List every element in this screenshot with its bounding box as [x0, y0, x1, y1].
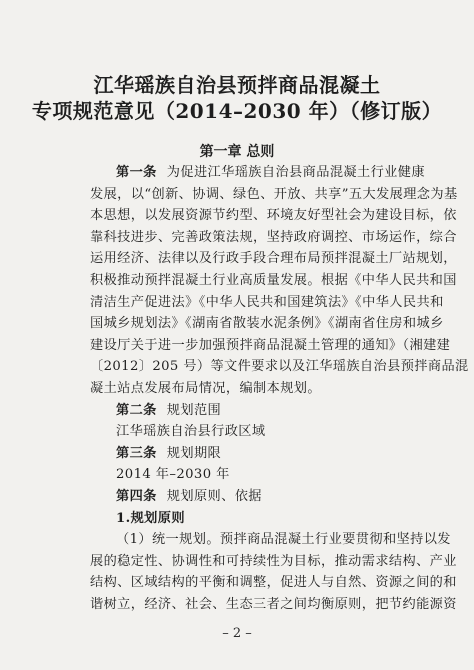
article-1-line: 建设厅关于进一步加强预拌商品混凝土管理的通知》（湘建建 — [90, 337, 451, 353]
article-3-heading — [90, 443, 414, 465]
article-1-text: 为促进江华瑶族自治县商品混凝土行业健康 — [166, 165, 425, 180]
article-1-line: 清洁生产促进法》《中华人民共和国建筑法》《中华人民共和 — [90, 294, 444, 310]
page-number: – 2 – — [222, 626, 252, 641]
article-1-line: 凝土站点发展布局情况，编制本规划。 — [90, 380, 321, 396]
article-1-line: 积极推动预拌混凝土行业高质量发展。根据《中华人民共和国 — [90, 272, 457, 288]
article-1-line: 运用经济、法律以及行政手段合理布局预拌混凝土厂站规划， — [90, 251, 457, 267]
article-3-title: 规划期限 — [166, 445, 222, 461]
article-1-label: 第一条 — [116, 165, 157, 180]
article-1-first-line — [90, 162, 425, 184]
article-4-heading — [90, 486, 414, 508]
article-2-content: 江华瑶族自治县行政区域 — [116, 424, 266, 440]
article-1-line: 靠科技进步、完善政策法规，坚持政府调控、市场运作，综合 — [90, 229, 457, 245]
article-3-content: 2014 年–2030 年 — [116, 467, 230, 483]
article-1-line: 国城乡规划法》《湖南省散装水泥条例》《湖南省住房和城乡 — [90, 316, 444, 332]
article-4-title: 规划原则、依据 — [166, 488, 262, 504]
document-title-line-2: 专项规范意见（2014–2030 年）（修订版） — [31, 99, 443, 123]
section-1-heading: 1.规划原则 — [116, 510, 185, 526]
document-body — [90, 162, 469, 615]
article-1-line: 发展，以“创新、协调、绿色、开放、共享”五大发展理念为基 — [90, 186, 458, 202]
article-4-label: 第四条 — [116, 488, 157, 504]
chapter-heading: 第一章 总则 — [199, 144, 275, 160]
article-1-line: 〔2012〕205 号）等文件要求以及江华瑶族自治县预拌商品混 — [90, 359, 469, 375]
article-1-line: 本思想，以发展资源节约型、环境友好型社会为建设目标，依 — [90, 208, 457, 224]
section-1-line: 展的稳定性、协调性和可持续性为目标，推动需求结构、产业 — [90, 553, 457, 569]
article-3-label: 第三条 — [116, 445, 157, 461]
document-title-line-1: 江华瑶族自治县预拌商品混凝土 — [93, 73, 381, 97]
section-1-line: （1）统一规划。预拌商品混凝土行业要贯彻和坚持以发 — [116, 532, 451, 548]
article-2-heading — [90, 400, 414, 422]
section-1-line: 谐树立，经济、社会、生态三者之间均衡原则，把节约能源资 — [90, 596, 457, 612]
article-2-label: 第二条 — [116, 402, 157, 418]
section-1-line: 结构、区域结构的平衡和调整，促进人与自然、资源之间的和 — [90, 575, 457, 591]
article-2-title: 规划范围 — [166, 402, 222, 418]
